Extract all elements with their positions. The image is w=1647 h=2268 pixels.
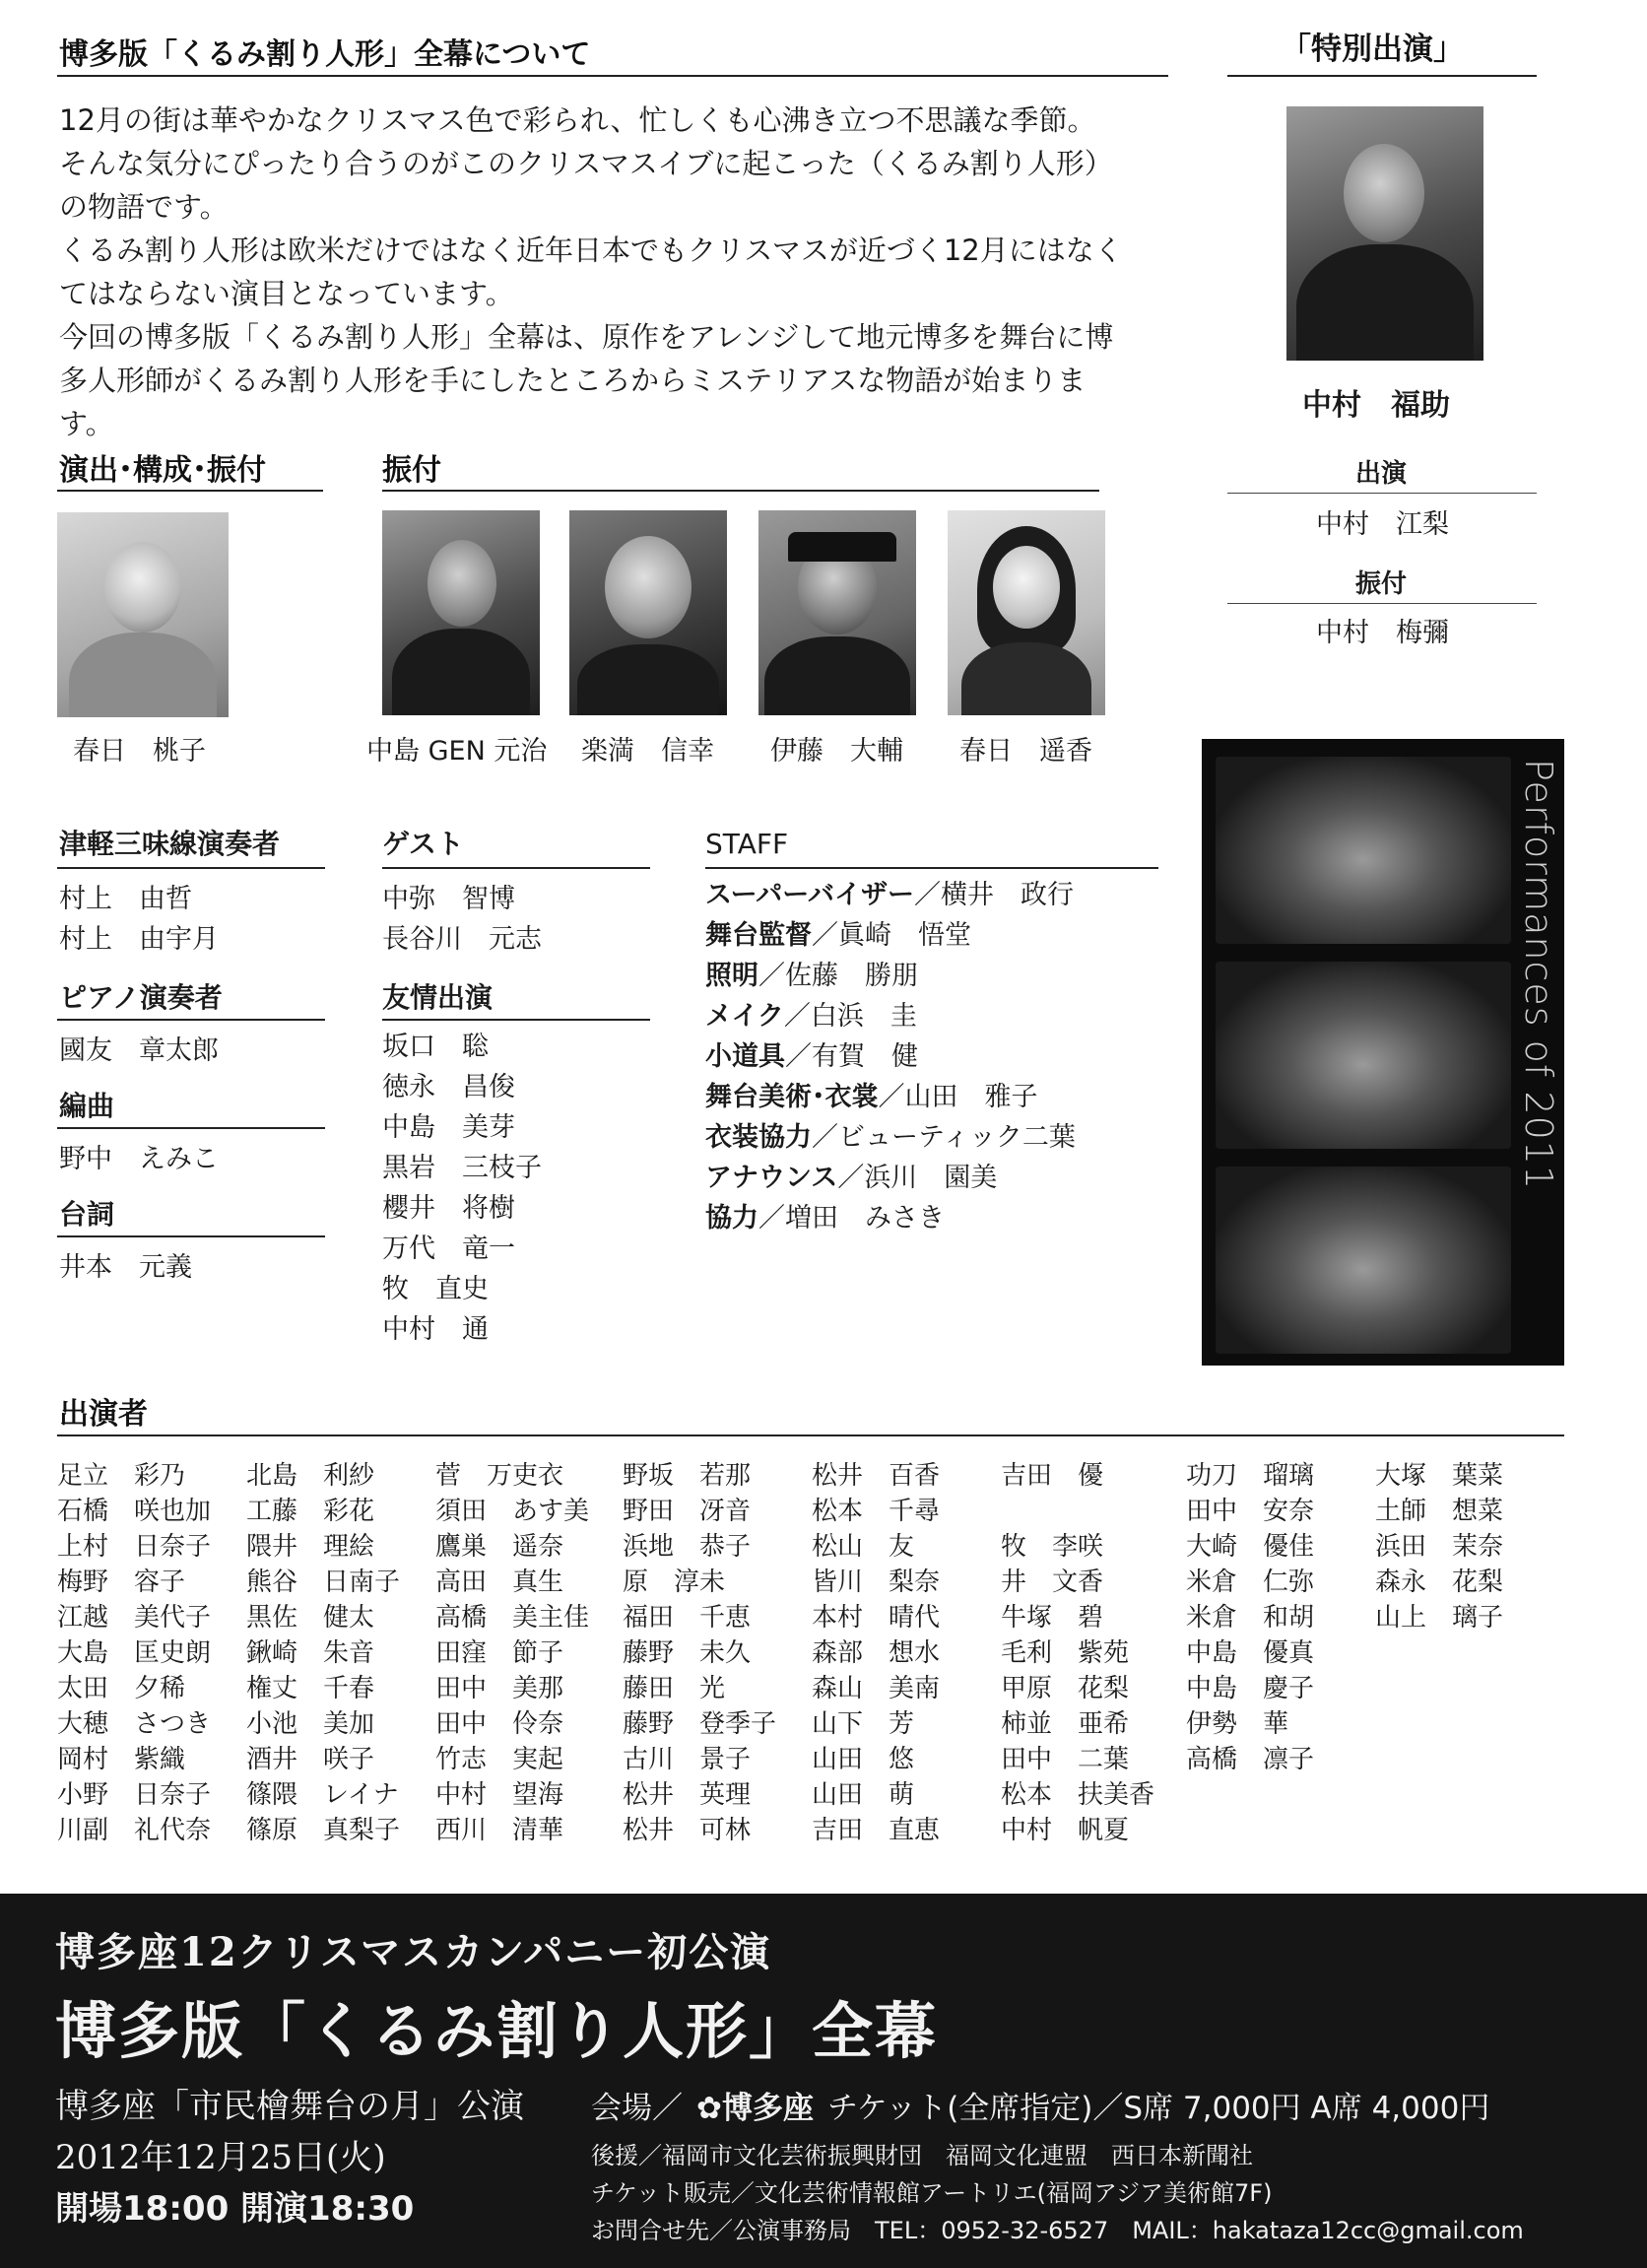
- about-rule: [57, 75, 1168, 77]
- choreo-name: 春日 遥香: [959, 736, 1092, 767]
- performer-name: 藤野 登季子: [623, 1709, 777, 1739]
- footer-company: 博多座12クリスマスカンパニー初公演: [55, 1929, 772, 1975]
- piano-name: 國友 章太郎: [59, 1035, 219, 1066]
- performer-name: 太田 夕稀: [57, 1674, 186, 1703]
- special-role-label: 振付: [1355, 569, 1408, 599]
- performer-name: 上村 日奈子: [57, 1532, 212, 1562]
- guest-name: 長谷川 元志: [382, 924, 542, 955]
- performer-name: 中島 優真: [1186, 1638, 1315, 1668]
- performer-name: 吉田 直恵: [812, 1816, 941, 1845]
- performer-name: 高田 真生: [435, 1568, 564, 1597]
- performer-name: 足立 彩乃: [57, 1461, 186, 1491]
- performer-name: [1001, 1494, 1154, 1529]
- shamisen-heading: 津軽三味線演奏者: [59, 828, 281, 860]
- about-paragraph: くるみ割り人形は欧米だけではなく近年日本でもクリスマスが近づく12月にはなくてはならない演目となっています。: [59, 233, 1123, 310]
- guest-name: 中弥 智博: [382, 884, 515, 914]
- performer-name: 中島 慶子: [1186, 1674, 1315, 1703]
- performer-name: 大塚 葉菜: [1375, 1461, 1504, 1491]
- performer-name: 野田 冴音: [623, 1497, 752, 1526]
- staff-row: アナウンス／浜川 園美: [705, 1163, 998, 1193]
- choreo-photo-4: [948, 510, 1105, 715]
- performer-name: 川副 礼代奈: [57, 1816, 212, 1845]
- performer-name: 功刀 瑠璃: [1186, 1461, 1315, 1491]
- direction-rule: [57, 490, 323, 492]
- performances-photo: [1202, 739, 1564, 1366]
- footer-support: 後援／福岡市文化芸術振興財団 福岡文化連盟 西日本新聞社: [591, 2142, 1253, 2169]
- performer-name: 柿並 亜希: [1001, 1709, 1130, 1739]
- about-heading: 博多版「くるみ割り人形」全幕について: [59, 37, 591, 72]
- guests-heading: ゲスト: [382, 828, 464, 860]
- performer-name: 吉田 優: [1001, 1461, 1104, 1491]
- performer-name: 高橋 凛子: [1186, 1745, 1315, 1774]
- performer-name: 鷹巣 遥奈: [435, 1532, 564, 1562]
- performer-name: 菅 万吏衣: [435, 1461, 564, 1491]
- friend-name: 櫻井 将樹: [382, 1193, 515, 1224]
- performer-name: 野坂 若那: [623, 1461, 752, 1491]
- lines-rule: [57, 1235, 325, 1237]
- performers-heading: 出演者: [59, 1397, 148, 1432]
- performers-column: [1186, 1458, 1314, 1777]
- special-heading: 「特別出演」: [1281, 32, 1464, 67]
- performer-name: 松井 英理: [623, 1780, 752, 1810]
- hakataza-logo: ✿博多座: [696, 2091, 814, 2126]
- performer-name: 毛利 紫苑: [1001, 1638, 1130, 1668]
- performer-name: 森永 花梨: [1375, 1568, 1504, 1597]
- staff-row: スーパーバイザー／横井 政行: [705, 880, 1074, 910]
- direction-heading: 演出･構成･振付: [59, 453, 266, 488]
- about-text: [59, 99, 1123, 445]
- performer-name: 岡村 紫織: [57, 1745, 186, 1774]
- performer-name: 土師 想菜: [1375, 1497, 1504, 1526]
- performer-name: 山田 萌: [812, 1780, 915, 1810]
- performers-column: [57, 1458, 211, 1848]
- performer-name: 高橋 美主佳: [435, 1603, 590, 1633]
- performer-name: 隈井 理絵: [246, 1532, 375, 1562]
- friend-name: 万代 竜一: [382, 1234, 515, 1264]
- performer-name: 米倉 和胡: [1186, 1603, 1315, 1633]
- staff-list: [705, 875, 1076, 1238]
- performer-name: 西川 清華: [435, 1816, 564, 1845]
- performer-name: 権丈 千春: [246, 1674, 375, 1703]
- performer-name: 松井 百香: [812, 1461, 941, 1491]
- choreo-rule: [382, 490, 1099, 492]
- special-role-name: 中村 江梨: [1316, 509, 1449, 540]
- performer-name: 皆川 梨奈: [812, 1568, 941, 1597]
- shamisen-rule: [57, 867, 325, 869]
- performer-name: 中村 帆夏: [1001, 1816, 1130, 1845]
- performer-name: 梅野 容子: [57, 1568, 186, 1597]
- footer-title: 博多版「くるみ割り人形」全幕: [55, 1995, 939, 2067]
- performer-name: 井 文香: [1001, 1568, 1104, 1597]
- piano-heading: ピアノ演奏者: [59, 981, 223, 1014]
- arrange-rule: [57, 1127, 325, 1129]
- performer-name: 竹志 実起: [435, 1745, 564, 1774]
- staff-row: 舞台監督／眞崎 悟堂: [705, 920, 971, 951]
- lines-name: 井本 元義: [59, 1252, 192, 1283]
- choreo-photo-3: [758, 510, 916, 715]
- staff-row: メイク／白浜 圭: [705, 1001, 917, 1032]
- performer-name: 田中 二葉: [1001, 1745, 1130, 1774]
- performer-name: 山下 芳: [812, 1709, 915, 1739]
- musicians-list: [59, 824, 280, 864]
- performer-name: 北島 利紗: [246, 1461, 375, 1491]
- performers-column: [1375, 1458, 1503, 1635]
- staff-row: 小道具／有賀 健: [705, 1041, 918, 1072]
- performer-name: 石橋 咲也加: [57, 1497, 212, 1526]
- fukusuke-photo: [1286, 106, 1483, 361]
- friend-name: 中島 美芽: [382, 1112, 515, 1143]
- friend-name: 中村 通: [382, 1314, 489, 1345]
- performer-name: 藤田 光: [623, 1674, 726, 1703]
- footer-venue-line: [591, 2083, 1489, 2127]
- performer-name: 牧 李咲: [1001, 1532, 1104, 1562]
- performer-name: 江越 美代子: [57, 1603, 212, 1633]
- performer-name: 篠隈 レイナ: [246, 1780, 399, 1810]
- performance-scene: [1216, 962, 1511, 1149]
- performer-name: 原 淳未: [623, 1568, 726, 1597]
- special-role-name: 中村 梅彌: [1316, 618, 1449, 648]
- choreo-name: 楽満 信幸: [581, 736, 714, 767]
- performer-name: 大崎 優佳: [1186, 1532, 1315, 1562]
- performers-rule: [57, 1434, 1564, 1436]
- performer-name: 山田 悠: [812, 1745, 915, 1774]
- performer-name: 鍬崎 朱音: [246, 1638, 375, 1668]
- performer-name: 小野 日奈子: [57, 1780, 212, 1810]
- special-name: 中村 福助: [1302, 388, 1450, 423]
- staff-row: 協力／増田 みさき: [705, 1203, 945, 1234]
- staff-row: 衣装協力／ビューティック二葉: [705, 1122, 1076, 1153]
- performer-name: 森部 想水: [812, 1638, 941, 1668]
- performers-column: [1001, 1458, 1154, 1848]
- footer-time: 開場18:00 開演18:30: [55, 2189, 415, 2229]
- footer-tickets: チケット(全席指定)／S席 7,000円 A席 4,000円: [826, 2091, 1490, 2126]
- friend-name: 徳永 昌俊: [382, 1072, 515, 1102]
- performer-name: 篠原 真梨子: [246, 1816, 401, 1845]
- performance-scene: [1216, 757, 1511, 944]
- staff-heading: STAFF: [705, 828, 789, 860]
- performer-name: 浜田 茉奈: [1375, 1532, 1504, 1562]
- performer-name: 田中 伶奈: [435, 1709, 564, 1739]
- choreo-photo-2: [569, 510, 727, 715]
- performers-column: [246, 1458, 400, 1848]
- staff-row: 照明／佐藤 勝朋: [705, 961, 918, 991]
- about-paragraph: 12月の街は華やかなクリスマス色で彩られ、忙しくも心沸き立つ不思議な季節。そんな気分にぴったり合うのがこのクリスマスイブに起こった（くるみ割り人形）の物語です。: [59, 103, 1113, 224]
- performer-name: 本村 晴代: [812, 1603, 941, 1633]
- performers-column: [812, 1458, 940, 1848]
- choreo-heading: 振付: [382, 453, 441, 488]
- performer-name: 酒井 咲子: [246, 1745, 375, 1774]
- performer-name: 須田 あす美: [435, 1497, 590, 1526]
- shamisen-name: 村上 由宇月: [59, 924, 219, 955]
- lines-heading: 台詞: [59, 1198, 115, 1231]
- arrange-name: 野中 えみこ: [59, 1144, 219, 1174]
- special-rule: [1227, 75, 1537, 77]
- performer-name: 黒佐 健太: [246, 1603, 375, 1633]
- footer-contact: お問合せ先／公演事務局 TEL：0952-32-6527 MAIL：hakataza12cc@gmail.com: [591, 2217, 1524, 2244]
- direction-name: 春日 桃子: [73, 736, 206, 767]
- footer-venue-label: 会場／: [591, 2091, 683, 2126]
- choreo-photo-1: [382, 510, 540, 715]
- performance-scene: [1216, 1167, 1511, 1354]
- performer-name: 米倉 仁弥: [1186, 1568, 1315, 1597]
- footer-date: 2012年12月25日(火): [55, 2138, 386, 2177]
- choreo-name: 中島 GEN 元治: [366, 736, 548, 767]
- performer-name: 古川 景子: [623, 1745, 752, 1774]
- staff-row: 舞台美術･衣裳／山田 雅子: [705, 1082, 1038, 1112]
- staff-rule: [705, 867, 1158, 869]
- performer-name: 森山 美南: [812, 1674, 941, 1703]
- performer-name: 山上 璃子: [1375, 1603, 1504, 1633]
- performers-column: [435, 1458, 589, 1848]
- performer-name: 福田 千恵: [623, 1603, 752, 1633]
- friends-heading: 友情出演: [382, 981, 494, 1014]
- special-role-label: 出演: [1355, 459, 1408, 489]
- performer-name: 伊勢 華: [1186, 1709, 1289, 1739]
- about-paragraph: 今回の博多版「くるみ割り人形」全幕は、原作をアレンジして地元博多を舞台に博多人形師がくるみ割り人形を手にしたところからミステリアスな物語が始まります。: [59, 320, 1114, 440]
- choreo-name: 伊藤 大輔: [770, 736, 903, 767]
- footer-sales: チケット販売／文化芸術情報館アートリエ(福岡アジア美術館7F): [591, 2179, 1273, 2207]
- performer-name: 中村 望海: [435, 1780, 564, 1810]
- performer-name: 小池 美加: [246, 1709, 375, 1739]
- performer-name: 松山 友: [812, 1532, 915, 1562]
- performer-name: 田中 美那: [435, 1674, 564, 1703]
- special-role-rule: [1227, 493, 1537, 494]
- shamisen-name: 村上 由哲: [59, 884, 192, 914]
- friend-name: 坂口 聡: [382, 1032, 489, 1062]
- performer-name: 松井 可林: [623, 1816, 752, 1845]
- performer-name: 甲原 花梨: [1001, 1674, 1130, 1703]
- friend-name: 黒岩 三枝子: [382, 1153, 542, 1183]
- friend-name: 牧 直史: [382, 1274, 489, 1304]
- performances-caption: Performances of 2011: [1517, 759, 1560, 1191]
- guests-rule: [382, 867, 650, 869]
- performer-name: 大島 匡史朗: [57, 1638, 212, 1668]
- momoko-photo: [57, 512, 229, 717]
- performer-name: 浜地 恭子: [623, 1532, 752, 1562]
- special-role-rule: [1227, 603, 1537, 604]
- friends-rule: [382, 1019, 650, 1021]
- performer-name: 藤野 未久: [623, 1638, 752, 1668]
- performer-name: 大穂 さつき: [57, 1709, 212, 1739]
- footer-banner: [0, 1894, 1647, 2268]
- performer-name: 田中 安奈: [1186, 1497, 1315, 1526]
- piano-rule: [57, 1019, 325, 1021]
- footer-event: 博多座「市民檜舞台の月」公演: [55, 2087, 524, 2126]
- performers-column: [623, 1458, 776, 1848]
- performer-name: 松本 千尋: [812, 1497, 941, 1526]
- performer-name: 工藤 彩花: [246, 1497, 375, 1526]
- arrange-heading: 編曲: [59, 1090, 115, 1122]
- performer-name: 熊谷 日南子: [246, 1568, 401, 1597]
- performer-name: 田窪 節子: [435, 1638, 564, 1668]
- performer-name: 松本 扶美香: [1001, 1780, 1155, 1810]
- performer-name: 牛塚 碧: [1001, 1603, 1104, 1633]
